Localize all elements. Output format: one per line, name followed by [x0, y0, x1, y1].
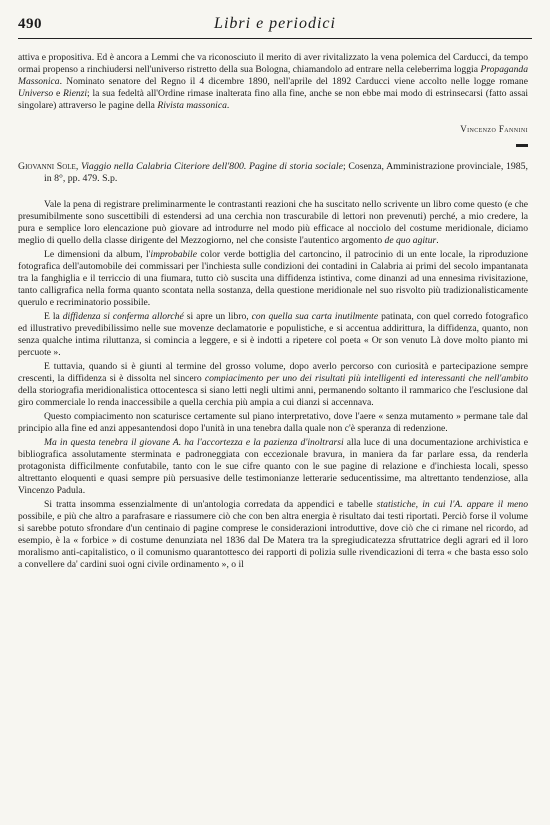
review-paragraph: Vale la pena di registrare preliminarmente le contrastanti reazioni che ha suscitato nello scrivente un libro come questo (e che presumibilmente sono suscettibili di estendersi ad una cerchia non trascurabile di lettori non prevenuti) perché, a mio credere, la pura e semplice loro elencazione può giovare ad introdurre nel modo più efficace al nocciolo del costume meridionale, diciamo meglio di quello della classe dirigente del Mezzogiorno, nel che consiste l'autentico argomento de quo agitur.: [18, 199, 528, 246]
journal-title: Universo: [18, 88, 54, 99]
review-paragraph: Ma in questa tenebra il giovane A. ha l'accortezza e la pazienza d'inoltrarsi alla luce di una documentazione archivistica e bibliografica assolutamente sterminata e padroneggiata con eccezionale bravura, in maniera da far parlare essa, da renderla protagonista difficilmente confutabile, tanto con le sue cifre quanto con le sue pagine di relazione e d'inchiesta locali, spesso altrettanto eloquenti e quasi sempre più persuasive delle testimonianze letterarie seducentissime, ma altrettanto tendenziose, alla Vincenzo Padula.: [18, 437, 528, 496]
review-paragraph: Questo compiacimento non scaturisce certamente sul piano interpretativo, dove l'aere « senza mutamento » permane tale dal principio alla fine ed anzi appesantendosi dopo l'unità in una tenebra dalla quale non c'è speranza di redenzione.: [18, 411, 528, 434]
review-paragraph: E tuttavia, quando si è giunti al termine del grosso volume, dopo averlo percorso con curiosità e partecipazione sempre crescenti, la diffidenza si è dissolta nel sincero compiacimento per uno dei risultati più intelligenti ed interessanti che nell'ambito della storiografia meridionalistica ottocentesca si siano letti negli ultimi anni, permanendo soltanto il rammarico che l'esclusione dal giro commerciale lo renda inaccessibile a quella cerchia più ampia a cui dianzi si accennava.: [18, 361, 529, 408]
reviewer-signature: Vincenzo Fannini: [460, 124, 528, 134]
bibliographic-entry: Giovanni Sole, Viaggio nella Calabria Citeriore dell'800. Pagine di storia sociale; Cosenza, Amministrazione provinciale, 1985, in 8°, pp. 479. S.p.: [18, 161, 528, 184]
running-head: Libri e periodici: [214, 15, 336, 32]
book-details: ; Cosenza, Amministrazione provinciale, 1985, in 8°, pp. 479. S.p.: [44, 161, 528, 184]
review-paragraph: E la diffidenza si conferma allorché si apre un libro, con quella sua carta inutilmente patinata, con quel corredo fotografico ed illustrativo prevedibilissimo nelle sue movenze declamatorie e populistiche, e si accentua addirittura, la diffidenza, quanto, non senza qualche intima riluttanza, si comincia a leggere, e si è indotti a ripetere col poeta « Or son venuto Là dove molto pianto mi percuote ».: [18, 311, 528, 358]
previous-review-text: attiva e propositiva. Ed è ancora a Lemmi che va riconosciuto il merito di aver rivitalizzato la vena polemica del Carducci, da tempo ormai propenso a rinchiudersi nell'universo ristretto della sua Bologna, chiamandolo ad entrare nella celeberrima loggia Propaganda Massonica. Nominato senatore del Regno il 4 dicembre 1890, nell'aprile del 1892 Carducci viene accolto nelle logge romane Universo e Rienzi; la sua fedeltà all'Ordine rimase inalterata fino alla fine, anche se non ebbe mai modo di estrinsecarsi (fatto assai singolare) attraverso le pagine della Rivista massonica.: [18, 52, 529, 111]
journal-title: Propaganda Massonica: [18, 64, 528, 87]
journal-title: Rivista massonica: [157, 100, 227, 111]
review-body: [18, 199, 528, 571]
book-author: Giovanni Sole: [18, 161, 76, 172]
section-end-rule: [516, 144, 528, 147]
page-body: [18, 52, 528, 571]
journal-title: Rienzi: [63, 88, 88, 99]
page-number: 490: [18, 16, 42, 32]
book-title: Viaggio nella Calabria Citeriore dell'800. Pagine di storia sociale: [80, 161, 343, 172]
review-paragraph: Le dimensioni da album, l'improbabile color verde bottiglia del cartoncino, il patrocinio di un ente locale, la riproduzione fotografica dell'automobile dei commissari per l'inchiesta sulle condizioni dei contadini in Calabria ai primi del secolo impantanata tra la fanghiglia e il terriccio di una fiumara, tutto ciò suscita una diffidenza istintiva, come dinanzi ad una ennesima rivisitazione, tanto calligrafica nella forma quanto scontata nella sostanza, della questione meridionale nel suo risvolto più tradizionalisticamente querulo e recriminatorio possibile.: [18, 249, 528, 308]
page-header: [18, 14, 532, 39]
review-paragraph: Si tratta insomma essenzialmente di un'antologia corredata da appendici e tabelle statistiche, in cui l'A. appare il meno possibile, e più che altro a parafrasare e riassumere ciò che con ben altra energia è risultato dai testi riportati. Perciò forse il volume si sarebbe potuto sfrondare d'un centinaio di pagine comprese le considerazioni introduttive, dove ciò che ci rimane nel ricordo, ad esempio, è la « forbice » di costume denunziata nel 1836 dal De Matera tra la spregiudicatezza sfruttatrice degli agrari ed il loro moralismo anti-capitalistico, o il comunismo quarantottesco dei rapporti di polizia sulle rivendicazioni di terra « che basta esso solo a convellere da' cardini suoi ogni civile ordinamento », o il: [18, 499, 528, 570]
